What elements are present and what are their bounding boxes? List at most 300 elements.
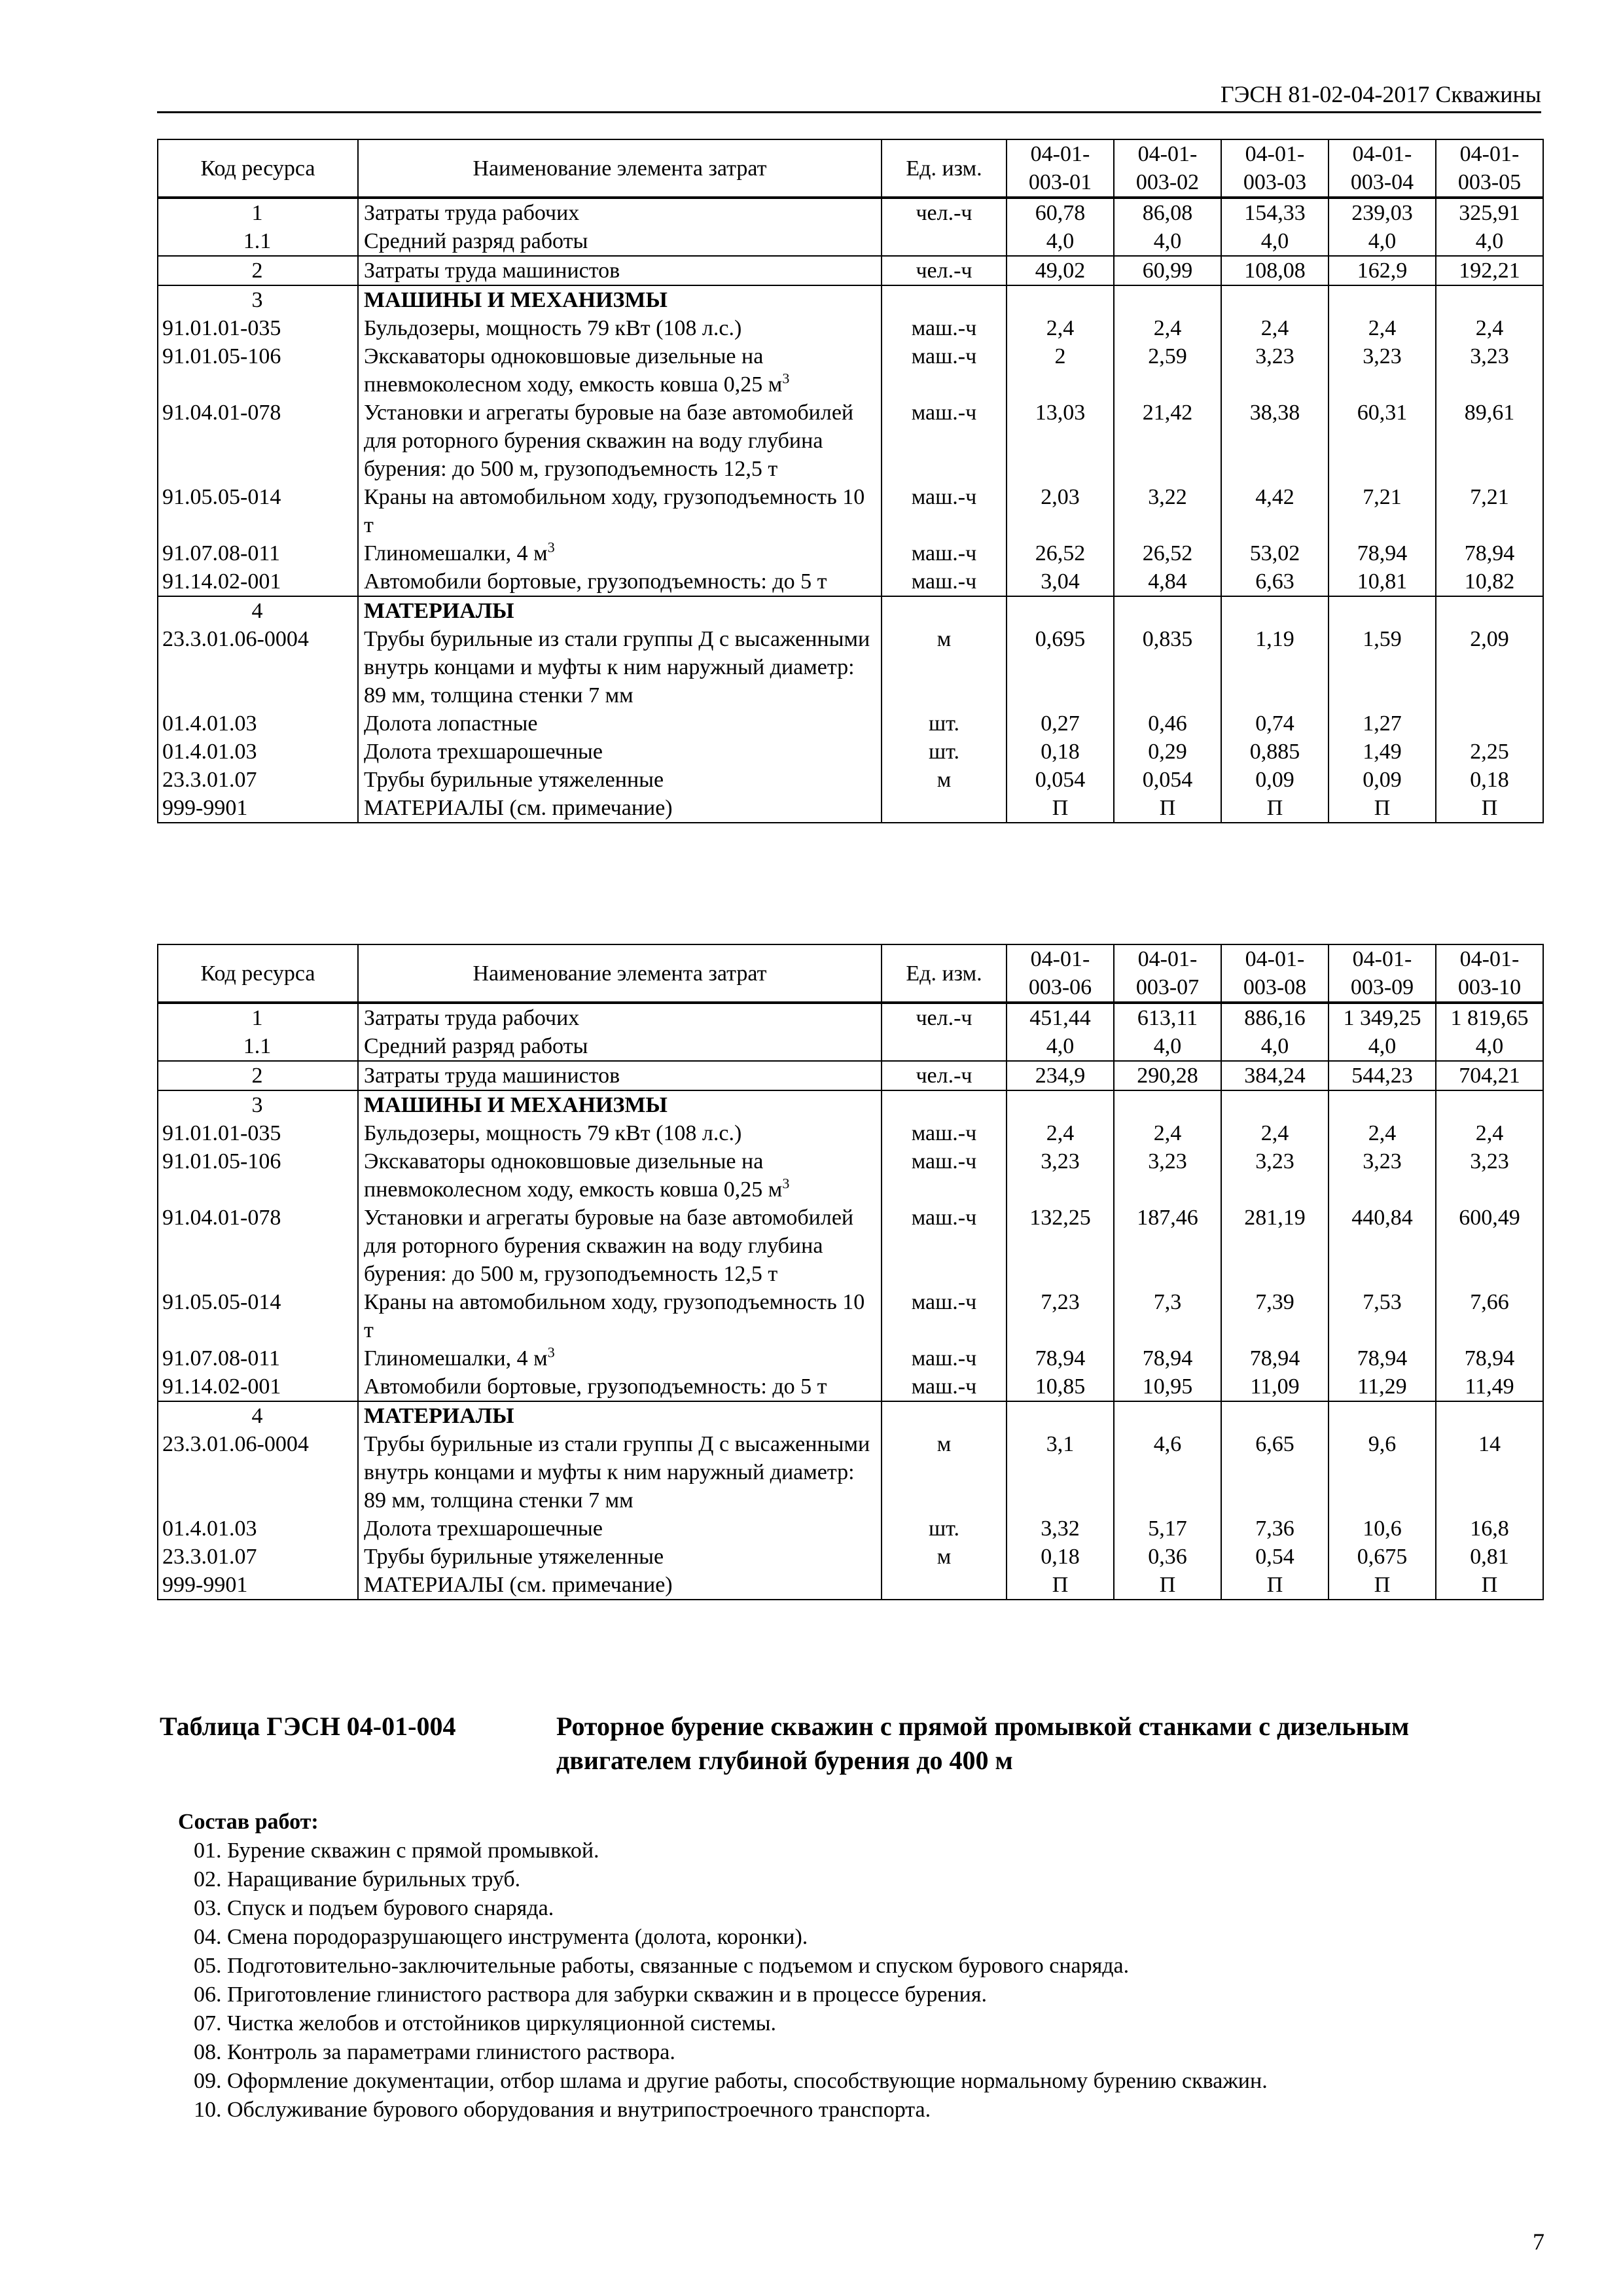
header-name: Наименование элемента затрат [358,139,882,198]
unit-cell: маш.-ч [882,1372,1007,1401]
table-row [158,766,1543,794]
unit-cell [882,227,1007,256]
value-cell: 3,32 [1007,1515,1114,1543]
resource-name: Долота трехшарошечные [358,738,882,766]
value-cell: 234,9 [1007,1061,1114,1090]
table-row [158,1061,1543,1090]
value-cell: 10,85 [1007,1372,1114,1401]
resource-name: МАШИНЫ И МЕХАНИЗМЫ [358,1090,882,1119]
resource-name-text: Экскаваторы одноковшовые дизельные на пневмоколесном ходу, емкость ковша 0,25 м [364,344,783,397]
table-row [158,794,1543,823]
unit-cell [882,1571,1007,1600]
value-cell [1329,1090,1436,1119]
table-row [158,342,1543,399]
unit-cell: маш.-ч [882,1119,1007,1147]
resource-name: Трубы бурильные утяжеленные [358,1543,882,1571]
list-item: 03. Спуск и подъем бурового снаряда. [194,1896,554,1920]
resource-name: Бульдозеры, мощность 79 кВт (108 л.с.) [358,1119,882,1147]
value-cell [1436,709,1543,738]
value-cell: 2,4 [1436,1119,1543,1147]
value-cell: 600,49 [1436,1204,1543,1288]
value-cell [1007,285,1114,314]
resource-code: 3 [158,285,358,314]
value-cell: 16,8 [1436,1515,1543,1543]
resource-name: Установки и агрегаты буровые на базе автомобилей для роторного бурения скважин на воду глубина бурения: до 500 м, грузоподъемность 12,5 т [358,399,882,483]
resource-name: МАШИНЫ И МЕХАНИЗМЫ [358,285,882,314]
value-cell: 290,28 [1114,1061,1221,1090]
table-caption: Роторное бурение скважин с прямой промывкой станками с дизельным двигателем глубиной бурения до 400 м [556,1712,1410,1775]
value-cell: П [1221,794,1329,823]
unit-cell [882,596,1007,625]
resource-table-2 [157,944,1544,1600]
value-cell: 704,21 [1436,1061,1543,1090]
value-cell: 4,0 [1329,227,1436,256]
value-cell: 60,31 [1329,399,1436,483]
unit-cell [882,285,1007,314]
table-row [158,1032,1543,1061]
resource-name [358,1344,882,1372]
value-cell: П [1007,794,1114,823]
resource-name [358,1147,882,1204]
table-row [158,227,1543,256]
value-cell [1114,1401,1221,1430]
table-row [158,1543,1543,1571]
resource-code: 01.4.01.03 [158,738,358,766]
value-cell: 0,18 [1007,1543,1114,1571]
header-col: 04-01- 003-09 [1329,944,1436,1003]
value-cell: 60,99 [1114,256,1221,285]
table-body [158,198,1543,823]
resource-code: 999-9901 [158,1571,358,1600]
value-cell: 886,16 [1221,1003,1329,1032]
value-cell: 4,42 [1221,483,1329,539]
table-row [158,314,1543,342]
works-list [178,1837,1268,2125]
header-unit: Ед. изм. [882,944,1007,1003]
list-item: 07. Чистка желобов и отстойников циркуляционной системы. [194,2011,776,2036]
value-cell: 1,49 [1329,738,1436,766]
value-cell [1436,596,1543,625]
table-row [158,256,1543,285]
value-cell: 1,59 [1329,625,1436,709]
value-cell [1007,1090,1114,1119]
value-cell: 2,4 [1329,314,1436,342]
value-cell: 2,25 [1436,738,1543,766]
resource-code: 3 [158,1090,358,1119]
value-cell: 1,19 [1221,625,1329,709]
resource-code: 01.4.01.03 [158,709,358,738]
table-id-heading: Таблица ГЭСН 04-01-004 [160,1712,456,1741]
table-row [158,1571,1543,1600]
unit-cell: маш.-ч [882,1344,1007,1372]
table-row [158,483,1543,539]
value-cell: 2,03 [1007,483,1114,539]
value-cell: 10,82 [1436,567,1543,596]
header-code: Код ресурса [158,944,358,1003]
unit-cell [882,794,1007,823]
value-cell: 4,0 [1436,227,1543,256]
value-cell [1007,1401,1114,1430]
value-cell: 1,27 [1329,709,1436,738]
value-cell: 0,27 [1007,709,1114,738]
value-cell: 451,44 [1007,1003,1114,1032]
value-cell [1114,285,1221,314]
value-cell: 3,22 [1114,483,1221,539]
header-col: 04-01- 003-08 [1221,944,1329,1003]
value-cell: 7,21 [1329,483,1436,539]
value-cell: 440,84 [1329,1204,1436,1288]
value-cell [1329,596,1436,625]
value-cell: 3,23 [1221,1147,1329,1204]
resource-code: 4 [158,1401,358,1430]
resource-code: 23.3.01.07 [158,1543,358,1571]
unit-cell: м [882,1543,1007,1571]
resource-code: 91.04.01-078 [158,1204,358,1288]
value-cell: 7,66 [1436,1288,1543,1344]
resource-code: 01.4.01.03 [158,1515,358,1543]
resource-name: Автомобили бортовые, грузоподъемность: до 5 т [358,567,882,596]
unit-cell: м [882,625,1007,709]
value-cell: П [1329,1571,1436,1600]
value-cell: 0,74 [1221,709,1329,738]
works-title: Состав работ: [178,1810,319,1834]
value-cell: 4,0 [1436,1032,1543,1061]
table-row [158,1344,1543,1372]
value-cell: 60,78 [1007,198,1114,227]
resource-name-text: Экскаваторы одноковшовые дизельные на пневмоколесном ходу, емкость ковша 0,25 м [364,1149,783,1202]
value-cell: П [1329,794,1436,823]
value-cell: 0,09 [1329,766,1436,794]
resource-name: Краны на автомобильном ходу, грузоподъемность 10 т [358,1288,882,1344]
resource-code: 91.14.02-001 [158,567,358,596]
value-cell: 3,23 [1329,342,1436,399]
value-cell [1436,285,1543,314]
list-item: 02. Наращивание бурильных труб. [194,1867,521,1892]
resource-name: Затраты труда рабочих [358,1003,882,1032]
value-cell: 132,25 [1007,1204,1114,1288]
value-cell: 13,03 [1007,399,1114,483]
table-row [158,1090,1543,1119]
value-cell: 4,0 [1007,1032,1114,1061]
value-cell: П [1436,794,1543,823]
table-row [158,1147,1543,1204]
resource-name: МАТЕРИАЛЫ [358,1401,882,1430]
value-cell: П [1114,1571,1221,1600]
resource-code: 91.05.05-014 [158,1288,358,1344]
resource-name: Установки и агрегаты буровые на базе автомобилей для роторного бурения скважин на воду глубина бурения: до 500 м, грузоподъемность 12,5 т [358,1204,882,1288]
resource-name: Трубы бурильные утяжеленные [358,766,882,794]
value-cell [1221,1401,1329,1430]
resource-code: 23.3.01.06-0004 [158,625,358,709]
value-cell: 4,6 [1114,1430,1221,1515]
resource-name: Затраты труда машинистов [358,256,882,285]
resource-name-text: Глиномешалки, 4 м [364,1346,548,1371]
value-cell: 162,9 [1329,256,1436,285]
value-cell: П [1007,1571,1114,1600]
resource-code: 1 [158,198,358,227]
list-item: 05. Подготовительно-заключительные работы, связанные с подъемом и спуском бурового снаряда. [194,1954,1130,1978]
unit-cell: маш.-ч [882,1288,1007,1344]
value-cell: 613,11 [1114,1003,1221,1032]
value-cell: 53,02 [1221,539,1329,567]
value-cell: 384,24 [1221,1061,1329,1090]
resource-code: 91.14.02-001 [158,1372,358,1401]
table-row [158,285,1543,314]
value-cell: 2,59 [1114,342,1221,399]
value-cell [1329,285,1436,314]
unit-cell: маш.-ч [882,483,1007,539]
resource-code: 91.01.05-106 [158,342,358,399]
unit-exponent: 3 [782,1175,790,1192]
unit-exponent: 3 [547,539,555,556]
unit-cell: м [882,766,1007,794]
table-row [158,1204,1543,1288]
resource-name: Трубы бурильные из стали группы Д с высаженными внутрь концами и муфты к ним наружный диаметр: 89 мм, толщина стенки 7 мм [358,625,882,709]
table-row [158,709,1543,738]
value-cell: 2,4 [1007,1119,1114,1147]
value-cell: 2,4 [1436,314,1543,342]
value-cell: 49,02 [1007,256,1114,285]
value-cell: 0,46 [1114,709,1221,738]
value-cell: 7,36 [1221,1515,1329,1543]
value-cell [1436,1401,1543,1430]
unit-cell [882,1090,1007,1119]
resource-code: 999-9901 [158,794,358,823]
value-cell [1436,1090,1543,1119]
table-row [158,1288,1543,1344]
value-cell: 7,23 [1007,1288,1114,1344]
value-cell: 3,23 [1221,342,1329,399]
value-cell: 6,63 [1221,567,1329,596]
value-cell: 14 [1436,1430,1543,1515]
value-cell: 4,0 [1114,1032,1221,1061]
table-row [158,1003,1543,1032]
value-cell [1114,596,1221,625]
value-cell: 78,94 [1436,1344,1543,1372]
value-cell: 4,84 [1114,567,1221,596]
value-cell: 154,33 [1221,198,1329,227]
table-body [158,1003,1543,1600]
value-cell: 0,18 [1436,766,1543,794]
value-cell: 0,054 [1114,766,1221,794]
works-composition [178,1808,1268,2125]
table-row [158,198,1543,227]
unit-cell: маш.-ч [882,539,1007,567]
value-cell [1329,1401,1436,1430]
value-cell: 7,53 [1329,1288,1436,1344]
value-cell: 2 [1007,342,1114,399]
header-code: Код ресурса [158,139,358,198]
unit-exponent: 3 [782,370,790,387]
list-item: 08. Контроль за параметрами глинистого раствора. [194,2040,675,2064]
value-cell: 0,675 [1329,1543,1436,1571]
value-cell: 78,94 [1329,1344,1436,1372]
value-cell: 7,39 [1221,1288,1329,1344]
unit-cell: маш.-ч [882,1204,1007,1288]
resource-name: МАТЕРИАЛЫ (см. примечание) [358,1571,882,1600]
unit-cell: маш.-ч [882,399,1007,483]
resource-name: Долота лопастные [358,709,882,738]
header-name: Наименование элемента затрат [358,944,882,1003]
value-cell: П [1436,1571,1543,1600]
resource-name: Краны на автомобильном ходу, грузоподъемность 10 т [358,483,882,539]
header-col: 04-01- 003-05 [1436,139,1543,198]
value-cell: 2,4 [1007,314,1114,342]
unit-cell: чел.-ч [882,256,1007,285]
unit-cell [882,1401,1007,1430]
table-row [158,567,1543,596]
value-cell: 78,94 [1221,1344,1329,1372]
resource-code: 91.07.08-011 [158,1344,358,1372]
value-cell: 0,885 [1221,738,1329,766]
resource-name [358,539,882,567]
value-cell: 3,23 [1436,342,1543,399]
value-cell: 1 819,65 [1436,1003,1543,1032]
header-col: 04-01- 003-03 [1221,139,1329,198]
table-row [158,625,1543,709]
value-cell: 11,49 [1436,1372,1543,1401]
value-cell: 78,94 [1114,1344,1221,1372]
resource-name: Трубы бурильные из стали группы Д с высаженными внутрь концами и муфты к ним наружный диаметр: 89 мм, толщина стенки 7 мм [358,1430,882,1515]
value-cell: 3,1 [1007,1430,1114,1515]
table-row [158,738,1543,766]
value-cell: 2,09 [1436,625,1543,709]
resource-name: Затраты труда машинистов [358,1061,882,1090]
resource-code: 91.01.01-035 [158,1119,358,1147]
value-cell: 3,23 [1007,1147,1114,1204]
value-cell: 78,94 [1329,539,1436,567]
value-cell: 0,18 [1007,738,1114,766]
resource-name: Бульдозеры, мощность 79 кВт (108 л.с.) [358,314,882,342]
value-cell: 2,4 [1221,1119,1329,1147]
value-cell: 9,6 [1329,1430,1436,1515]
value-cell: 26,52 [1007,539,1114,567]
value-cell: 11,09 [1221,1372,1329,1401]
table-row [158,596,1543,625]
value-cell: 544,23 [1329,1061,1436,1090]
table-row [158,1515,1543,1543]
value-cell: 38,38 [1221,399,1329,483]
resource-name: МАТЕРИАЛЫ (см. примечание) [358,794,882,823]
resource-code: 91.01.05-106 [158,1147,358,1204]
value-cell: 2,4 [1221,314,1329,342]
resource-code: 4 [158,596,358,625]
header-col: 04-01- 003-04 [1329,139,1436,198]
value-cell: 0,09 [1221,766,1329,794]
value-cell: 0,29 [1114,738,1221,766]
value-cell: 0,36 [1114,1543,1221,1571]
unit-cell: шт. [882,738,1007,766]
resource-code: 2 [158,256,358,285]
value-cell: 4,0 [1221,1032,1329,1061]
list-item: 04. Смена породоразрушающего инструмента (долота, коронки). [194,1925,808,1949]
resource-code: 91.05.05-014 [158,483,358,539]
value-cell: 2,4 [1114,1119,1221,1147]
value-cell: 3,04 [1007,567,1114,596]
table-row [158,1430,1543,1515]
list-item: 10. Обслуживание бурового оборудования и внутрипостроечного транспорта. [194,2098,931,2122]
resource-code: 2 [158,1061,358,1090]
value-cell: 78,94 [1436,539,1543,567]
value-cell: 6,65 [1221,1430,1329,1515]
table-row [158,1119,1543,1147]
value-cell: 2,4 [1114,314,1221,342]
value-cell: 10,6 [1329,1515,1436,1543]
resource-table-1 [157,139,1544,823]
header-col: 04-01- 003-06 [1007,944,1114,1003]
resource-code: 1 [158,1003,358,1032]
header-col: 04-01- 003-02 [1114,139,1221,198]
value-cell: 4,0 [1329,1032,1436,1061]
unit-cell: маш.-ч [882,314,1007,342]
value-cell: 1 349,25 [1329,1003,1436,1032]
resource-name: Автомобили бортовые, грузоподъемность: до 5 т [358,1372,882,1401]
value-cell: 5,17 [1114,1515,1221,1543]
unit-cell: маш.-ч [882,342,1007,399]
resource-name: Долота трехшарошечные [358,1515,882,1543]
value-cell: П [1114,794,1221,823]
unit-cell [882,1032,1007,1061]
value-cell: 78,94 [1007,1344,1114,1372]
table-row [158,539,1543,567]
unit-exponent: 3 [547,1344,555,1361]
page-header [157,72,1541,113]
value-cell: 2,4 [1329,1119,1436,1147]
unit-cell: маш.-ч [882,1147,1007,1204]
value-cell [1221,1090,1329,1119]
value-cell: 281,19 [1221,1204,1329,1288]
value-cell: 4,0 [1007,227,1114,256]
unit-cell: чел.-ч [882,1003,1007,1032]
value-cell: 4,0 [1221,227,1329,256]
value-cell: 187,46 [1114,1204,1221,1288]
resource-code: 23.3.01.07 [158,766,358,794]
value-cell: 0,81 [1436,1543,1543,1571]
value-cell: 89,61 [1436,399,1543,483]
resource-name: Средний разряд работы [358,227,882,256]
resource-name: Затраты труда рабочих [358,198,882,227]
unit-cell: шт. [882,1515,1007,1543]
value-cell: 7,3 [1114,1288,1221,1344]
list-item: 06. Приготовление глинистого раствора для забурки скважин и в процессе бурения. [194,1982,987,2007]
unit-cell: м [882,1430,1007,1515]
resource-code: 91.04.01-078 [158,399,358,483]
value-cell [1221,285,1329,314]
resource-code: 1.1 [158,227,358,256]
value-cell: 0,54 [1221,1543,1329,1571]
resource-name-text: Глиномешалки, 4 м [364,541,548,565]
value-cell: 0,835 [1114,625,1221,709]
value-cell: 0,695 [1007,625,1114,709]
value-cell: 0,054 [1007,766,1114,794]
value-cell: 4,0 [1114,227,1221,256]
value-cell [1114,1090,1221,1119]
value-cell: 7,21 [1436,483,1543,539]
resource-name [358,342,882,399]
resource-code: 23.3.01.06-0004 [158,1430,358,1515]
list-item: 09. Оформление документации, отбор шлама и другие работы, способствующие нормальному бурению скважин. [194,2069,1268,2093]
value-cell: 108,08 [1221,256,1329,285]
value-cell: 21,42 [1114,399,1221,483]
unit-cell: шт. [882,709,1007,738]
value-cell: 3,23 [1114,1147,1221,1204]
value-cell: 11,29 [1329,1372,1436,1401]
value-cell: 26,52 [1114,539,1221,567]
value-cell: 10,81 [1329,567,1436,596]
document-title: ГЭСН 81-02-04-2017 Скважины [1220,81,1541,107]
resource-name: МАТЕРИАЛЫ [358,596,882,625]
table-row [158,399,1543,483]
